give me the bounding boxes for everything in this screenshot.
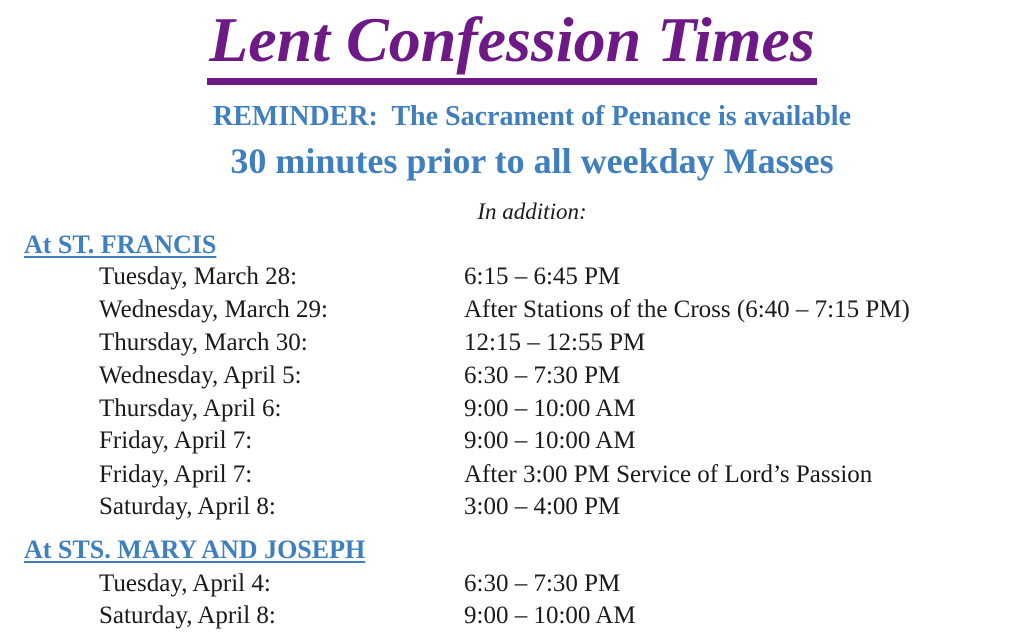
schedule-time: After 3:00 PM Service of Lord’s Passion bbox=[464, 461, 873, 488]
schedule-time: 9:00 – 10:00 AM bbox=[464, 602, 636, 629]
schedule-day: Thursday, March 30: bbox=[99, 329, 308, 356]
schedule-time: 3:00 – 4:00 PM bbox=[464, 493, 621, 520]
section-heading-st-francis: At ST. FRANCIS bbox=[24, 230, 217, 259]
page-title: Lent Confession Times bbox=[207, 2, 817, 85]
section-heading-sts-mary-and-joseph: At STS. MARY AND JOSEPH bbox=[24, 535, 366, 564]
schedule-day: Saturday, April 8: bbox=[99, 602, 276, 629]
schedule-time: 9:00 – 10:00 AM bbox=[464, 395, 636, 422]
schedule-day: Tuesday, March 28: bbox=[99, 263, 298, 290]
schedule-time: 6:30 – 7:30 PM bbox=[464, 362, 621, 389]
schedule-day: Wednesday, April 5: bbox=[99, 362, 302, 389]
schedule-time: 12:15 – 12:55 PM bbox=[464, 329, 646, 356]
schedule-day: Thursday, April 6: bbox=[99, 395, 282, 422]
page-title-container bbox=[0, 2, 1024, 85]
schedule-time: After Stations of the Cross (6:40 – 7:15 PM) bbox=[464, 296, 910, 323]
in-addition-note: In addition: bbox=[477, 199, 587, 224]
schedule-time: 9:00 – 10:00 AM bbox=[464, 427, 636, 454]
schedule-time: 6:15 – 6:45 PM bbox=[464, 263, 621, 290]
schedule-day: Saturday, April 8: bbox=[99, 493, 276, 520]
schedule-day: Friday, April 7: bbox=[99, 461, 253, 488]
schedule-day: Tuesday, April 4: bbox=[99, 570, 271, 597]
schedule-day: Friday, April 7: bbox=[99, 427, 253, 454]
schedule-time: 6:30 – 7:30 PM bbox=[464, 570, 621, 597]
reminder-line-2: 30 minutes prior to all weekday Masses bbox=[230, 141, 834, 181]
reminder-line-1: REMINDER: The Sacrament of Penance is available bbox=[213, 101, 851, 132]
schedule-day: Wednesday, March 29: bbox=[99, 296, 328, 323]
